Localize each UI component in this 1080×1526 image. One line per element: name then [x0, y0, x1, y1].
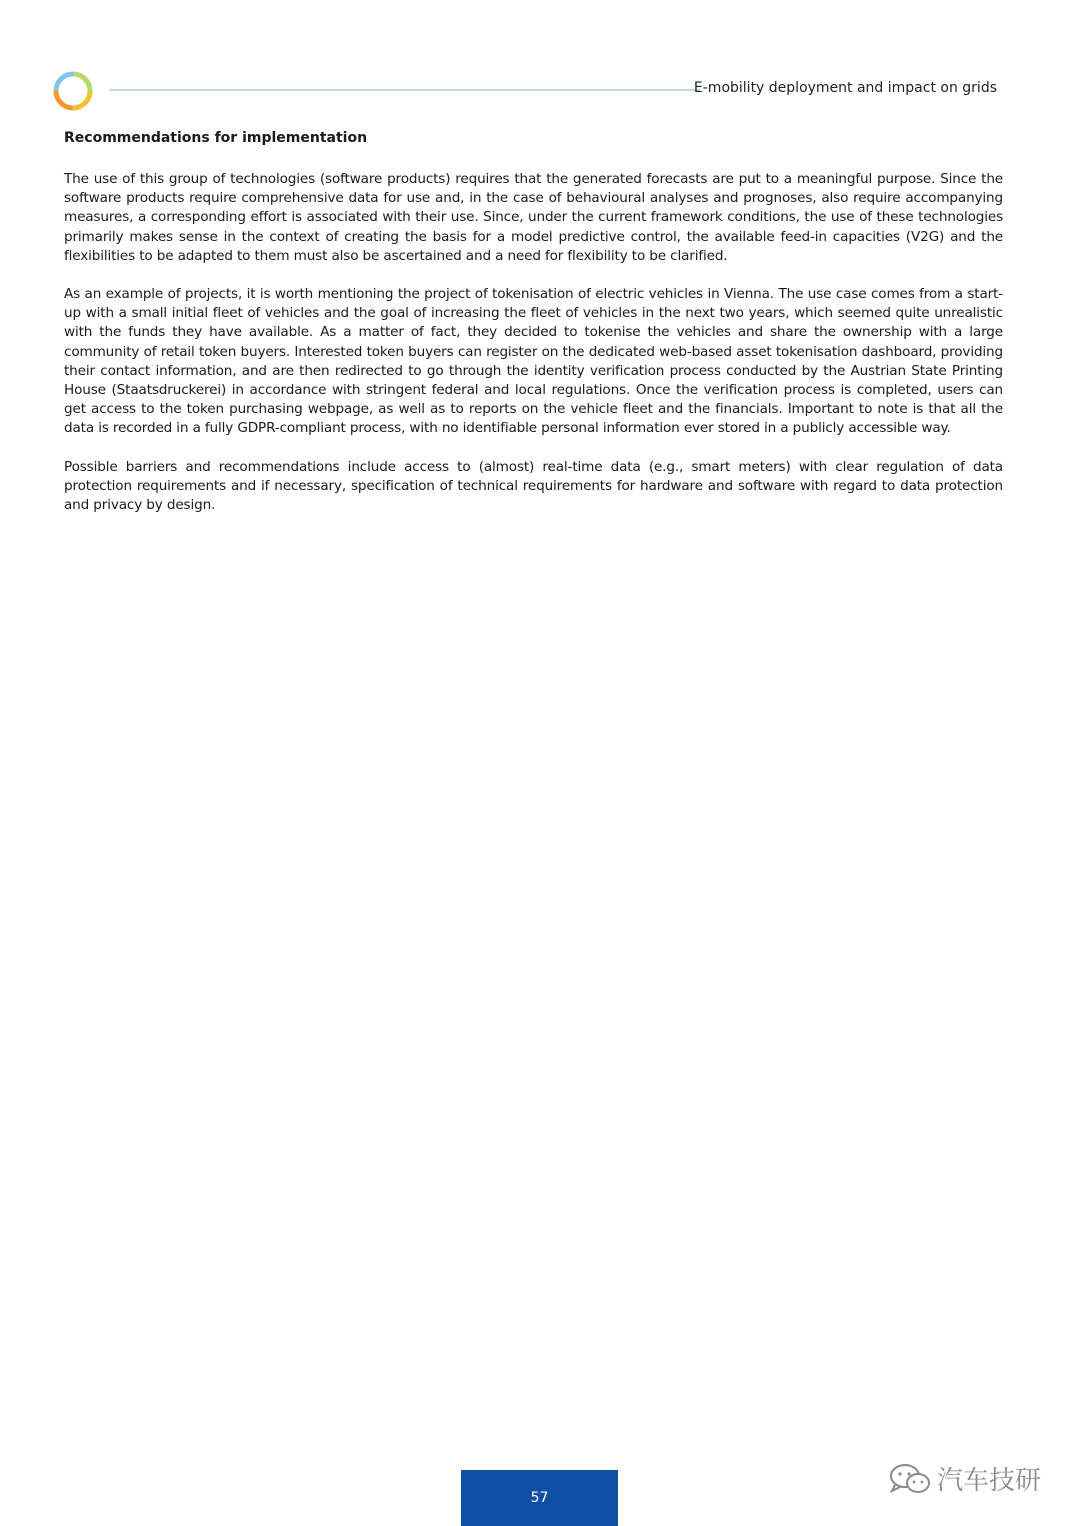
section-heading: Recommendations for implementation: [64, 130, 368, 146]
running-header-title: E-mobility deployment and impact on grids: [693, 80, 997, 96]
wechat-icon: [887, 1461, 933, 1497]
page-number-box: [461, 1470, 618, 1526]
paragraph-3: Possible barriers and recommendations include access to (almost) real-time data (e.g., smart meters) with clear regulation of data protection requirements and if necessary, specification of technical requirements for hardware and software with regard to data protection and privacy by design.: [64, 458, 1003, 514]
header-divider: [110, 89, 700, 91]
paragraph-1: The use of this group of technologies (software products) requires that the generated forecasts are put to a meaningful purpose. Since the software products require comprehensive data for use and, in the case of behavioural analyses and prognoses, also require accompanying measures, a corresponding effort is associated with their use. Since, under the current framework conditions, the use of these technologies primarily makes sense in the context of creating the basis for a model predictive control, the available feed-in capacities (V2G) and the flexibilities to be adapted to them must also be ascertained and a need for flexibility to be clarified.: [64, 171, 1003, 264]
page-number: 57: [530, 1490, 549, 1506]
watermark-text: 汽车技研: [937, 1466, 1042, 1496]
paragraph-2: As an example of projects, it is worth mentioning the project of tokenisation of electric vehicles in Vienna. The use case comes from a start-up with a small initial fleet of vehicles and the goal of increasing the fleet of vehicles in the next two years, which seemed quite unrealistic with the funds they have available. As a matter of fact, they decided to tokenise the vehicles and share the ownership with a large community of retail token buyers. Interested token buyers can register on the dedicated web-based asset tokenisation dashboard, providing their contact information, and are then redirected to go through the identity verification process conducted by the Austrian State Printing House (Staatsdruckerei) in accordance with stringent federal and local regulations. Once the verification process is completed, users can get access to the token purchasing webpage, as well as to reports on the vehicle fleet and the financials. Important to note is that all the data is recorded in a fully GDPR-compliant process, with no identifiable personal information ever stored in a publicly accessible way.: [64, 286, 1003, 437]
main-content: [64, 128, 1003, 534]
ring-logo-icon: [51, 69, 95, 113]
watermark: [887, 1460, 1041, 1497]
